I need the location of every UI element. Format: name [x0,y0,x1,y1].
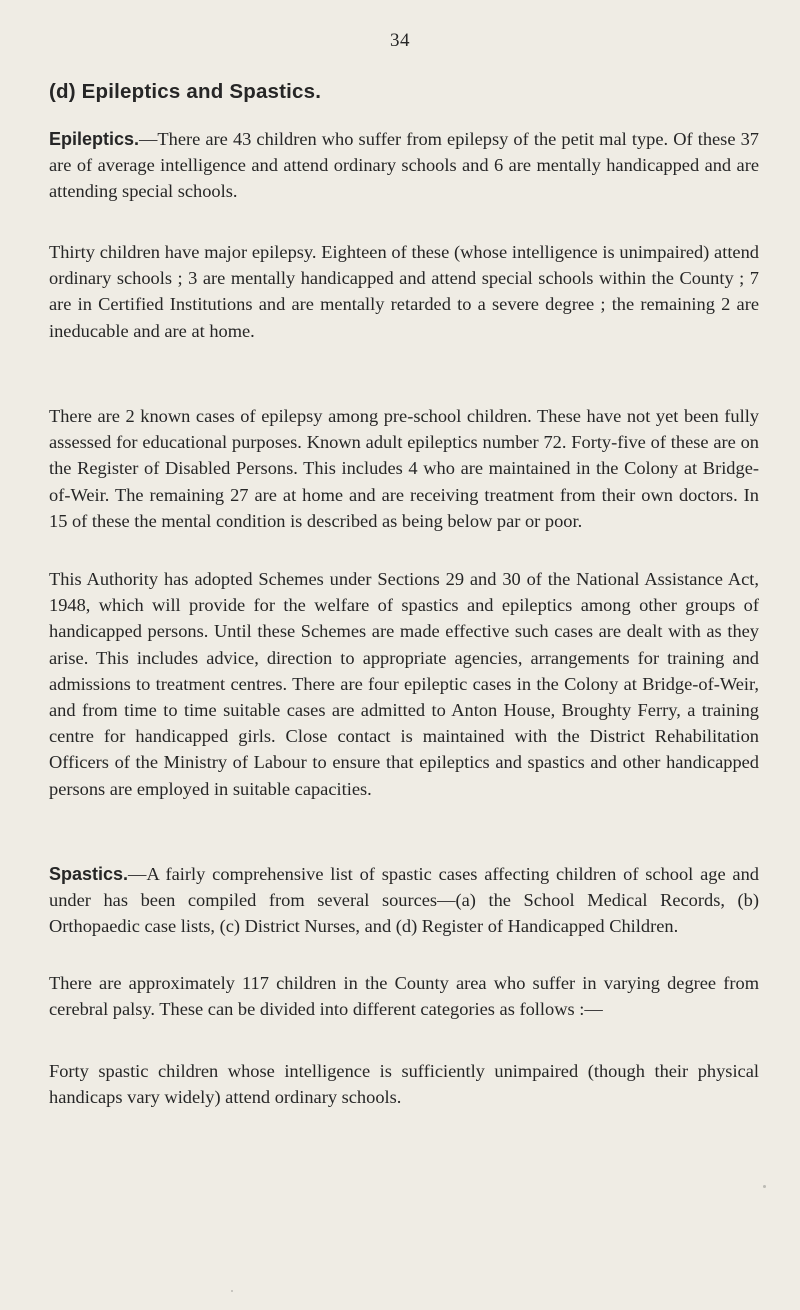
paragraph-text: —A fairly comprehensive list of spastic cases affecting children of school age and under has been compiled from several sources—(a) the School Medical Records, (b) Orthopaedic case lists, (c) District Nurses, and (d) Register of Handicapped Children. [49,864,759,937]
paragraph-epileptics-intro [49,126,759,205]
paragraph-pre-school-and-adult [49,403,759,534]
paragraph-spastics-intro [49,861,759,940]
run-in-heading-epileptics: Epileptics. [49,129,140,149]
paragraph-authority-schemes [49,566,759,802]
paper-speck [763,1185,766,1188]
paragraph-text: Thirty children have major epilepsy. Eighteen of these (whose intelligence is unimpaired) attend ordinary schools ; 3 are mentally handicapped and attend special schools within the County ; 7 are in Certified Institutions and are mentally retarded to a severe degree ; the remaining 2 are ineducable and are at home. [49,242,759,341]
section-heading: (d) Epileptics and Spastics. [49,80,322,103]
page-number: 34 [390,30,410,51]
paragraph-text: There are approximately 117 children in the County area who suffer in varying degree from cerebral palsy. These can be divided into different categories as follows :— [49,973,759,1020]
paragraph-cerebral-palsy [49,970,759,1022]
paper-speck [231,1290,233,1292]
paragraph-text: Forty spastic children whose intelligence is sufficiently unimpaired (though their physical handicaps vary widely) attend ordinary schools. [49,1061,759,1108]
paragraph-forty-spastic-children [49,1058,759,1110]
paragraph-major-epilepsy [49,239,759,344]
run-in-heading-spastics: Spastics. [49,864,129,884]
paragraph-text: This Authority has adopted Schemes under Sections 29 and 30 of the National Assistance Act, 1948, which will provide for the welfare of spastics and epileptics among other groups of handicapped persons. Until these Schemes are made effective such cases are dealt with as they arise. This includes advice, direction to appropriate agencies, arrangements for training and admissions to treatment centres. There are four epileptic cases in the Colony at Bridge-of-Weir, and from time to time suitable cases are admitted to Anton House, Broughty Ferry, a training centre for handicapped girls. Close contact is maintained with the District Rehabilitation Officers of the Ministry of Labour to ensure that epileptics and spastics and other handicapped persons are employed in suitable capacities. [49,569,759,799]
paragraph-text: There are 2 known cases of epilepsy among pre-school children. These have not yet been fully assessed for educational purposes. Known adult epileptics number 72. Forty-five of these are on the Register of Disabled Persons. This includes 4 who are maintained in the Colony at Bridge-of-Weir. The remaining 27 are at home and are receiving treatment from their own doctors. In 15 of these the mental condition is described as being below par or poor. [49,406,759,531]
paragraph-text: —There are 43 children who suffer from epilepsy of the petit mal type. Of these 37 are of average intelligence and attend ordinary schools and 6 are mentally handicapped and are attending special schools. [49,129,759,202]
